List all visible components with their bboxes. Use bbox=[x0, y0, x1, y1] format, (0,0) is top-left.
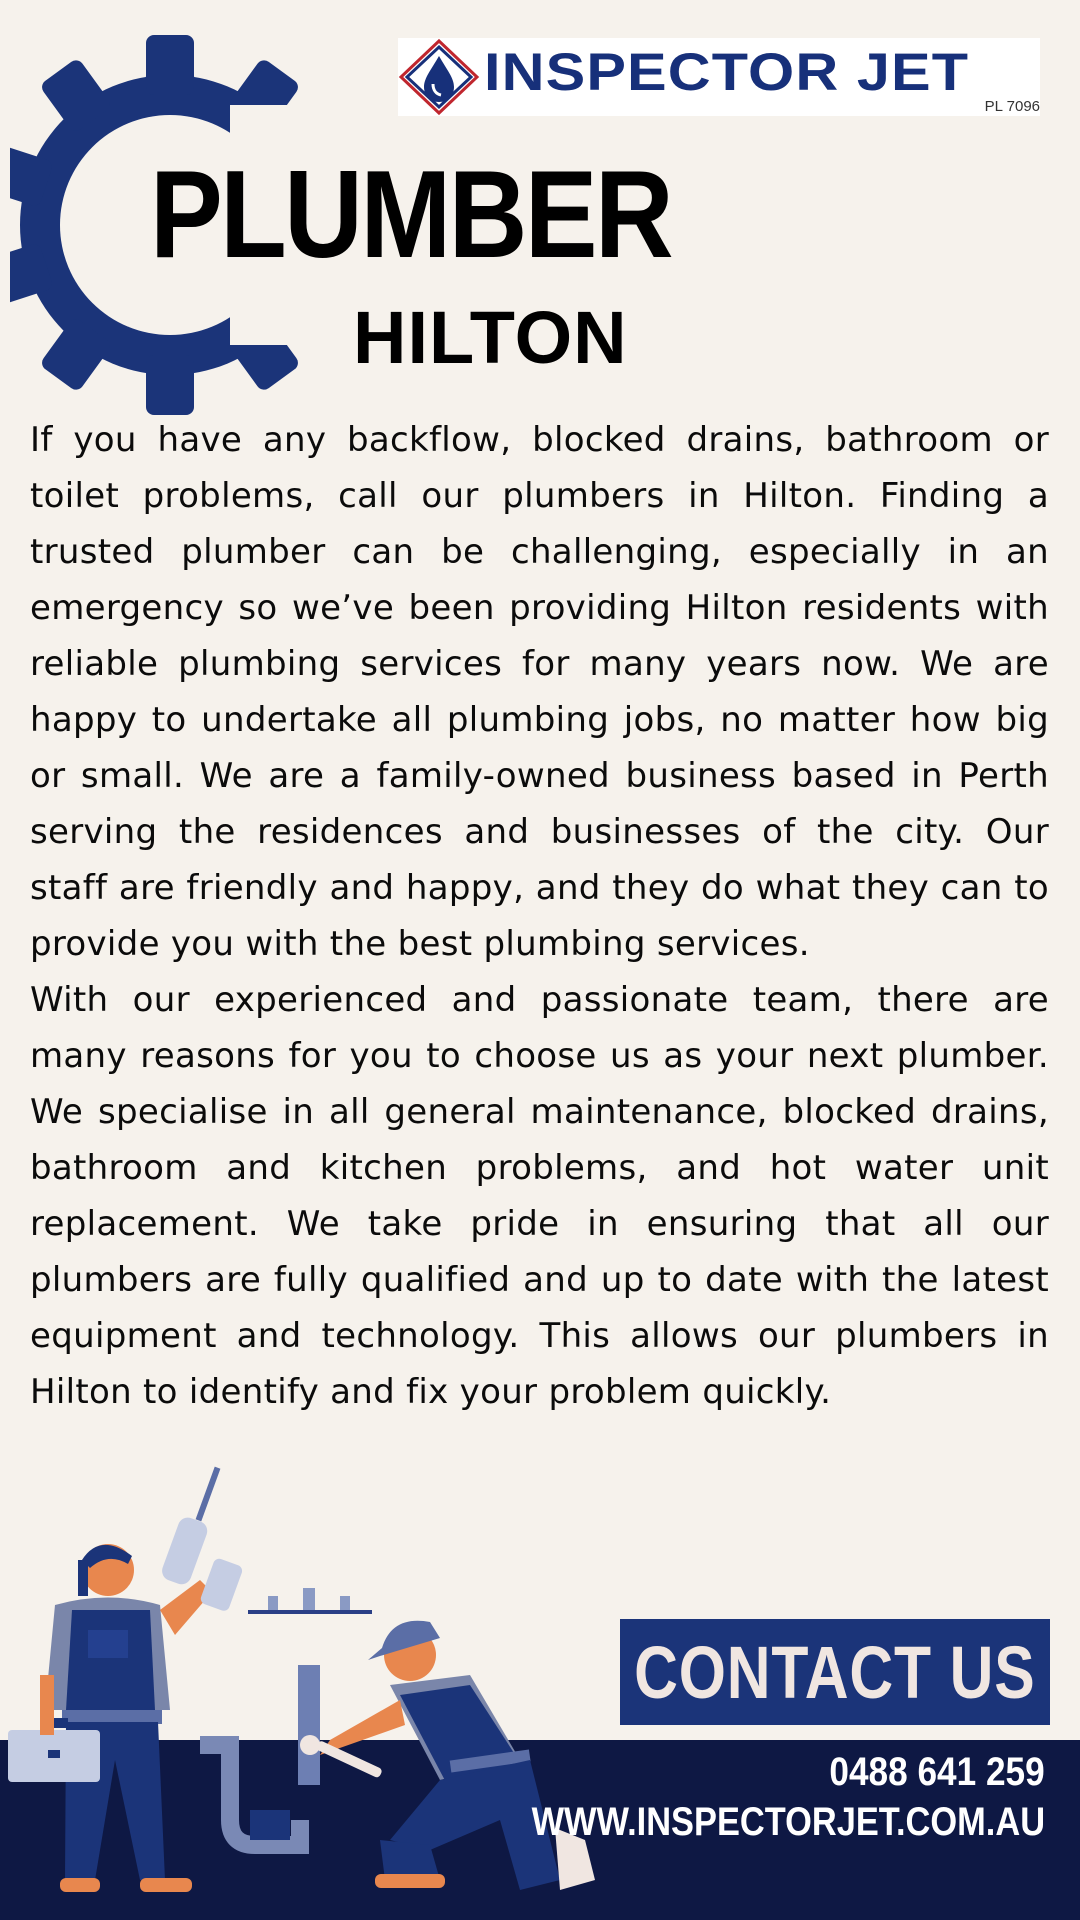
paragraph: With our experienced and passionate team, there are many reasons for you to choose us as your next plumber. We specialise in all general maintenance, blocked drains, bathroom and kitchen problems, and hot water unit replacement. We take pride in ensuring that all our plumbers are fully qualified and up to date with the latest equipment and technology. This allows our plumbers in Hilton to identify and fix your problem quickly. bbox=[30, 980, 1049, 1412]
brand-name: INSPECTOR JET bbox=[484, 43, 970, 102]
contact-us-button[interactable] bbox=[620, 1619, 1050, 1725]
contact-us-label: CONTACT US bbox=[634, 1630, 1036, 1714]
paragraph: If you have any backflow, blocked drains, bathroom or toilet problems, call our plumbers in Hilton. Finding a trusted plumber can be challenging, especially in an emergency so we’ve been providing Hilton residents with reliable plumbing services for many years now. We are happy to undertake all plumbing jobs, no matter how big or small. We are a family-owned business based in Perth serving the residences and businesses of the city. Our staff are friendly and happy, and they do what they can to provide you with the best plumbing services. bbox=[30, 420, 1049, 964]
plumber-standing bbox=[8, 1467, 244, 1892]
body-copy bbox=[30, 412, 1049, 1420]
plumber-kneeling bbox=[300, 1621, 595, 1890]
water-drop-icon bbox=[398, 38, 480, 116]
license-number: PL 7096 bbox=[984, 98, 1040, 115]
page-title: PLUMBER bbox=[150, 146, 672, 284]
plumbers-illustration bbox=[0, 1460, 620, 1920]
page-subtitle: HILTON bbox=[353, 296, 628, 379]
sink-icon bbox=[200, 1588, 372, 1845]
phone-number[interactable]: 0488 641 259 bbox=[829, 1750, 1045, 1794]
website-link[interactable]: WWW.INSPECTORJET.COM.AU bbox=[531, 1800, 1045, 1844]
brand-logo bbox=[398, 38, 1040, 116]
